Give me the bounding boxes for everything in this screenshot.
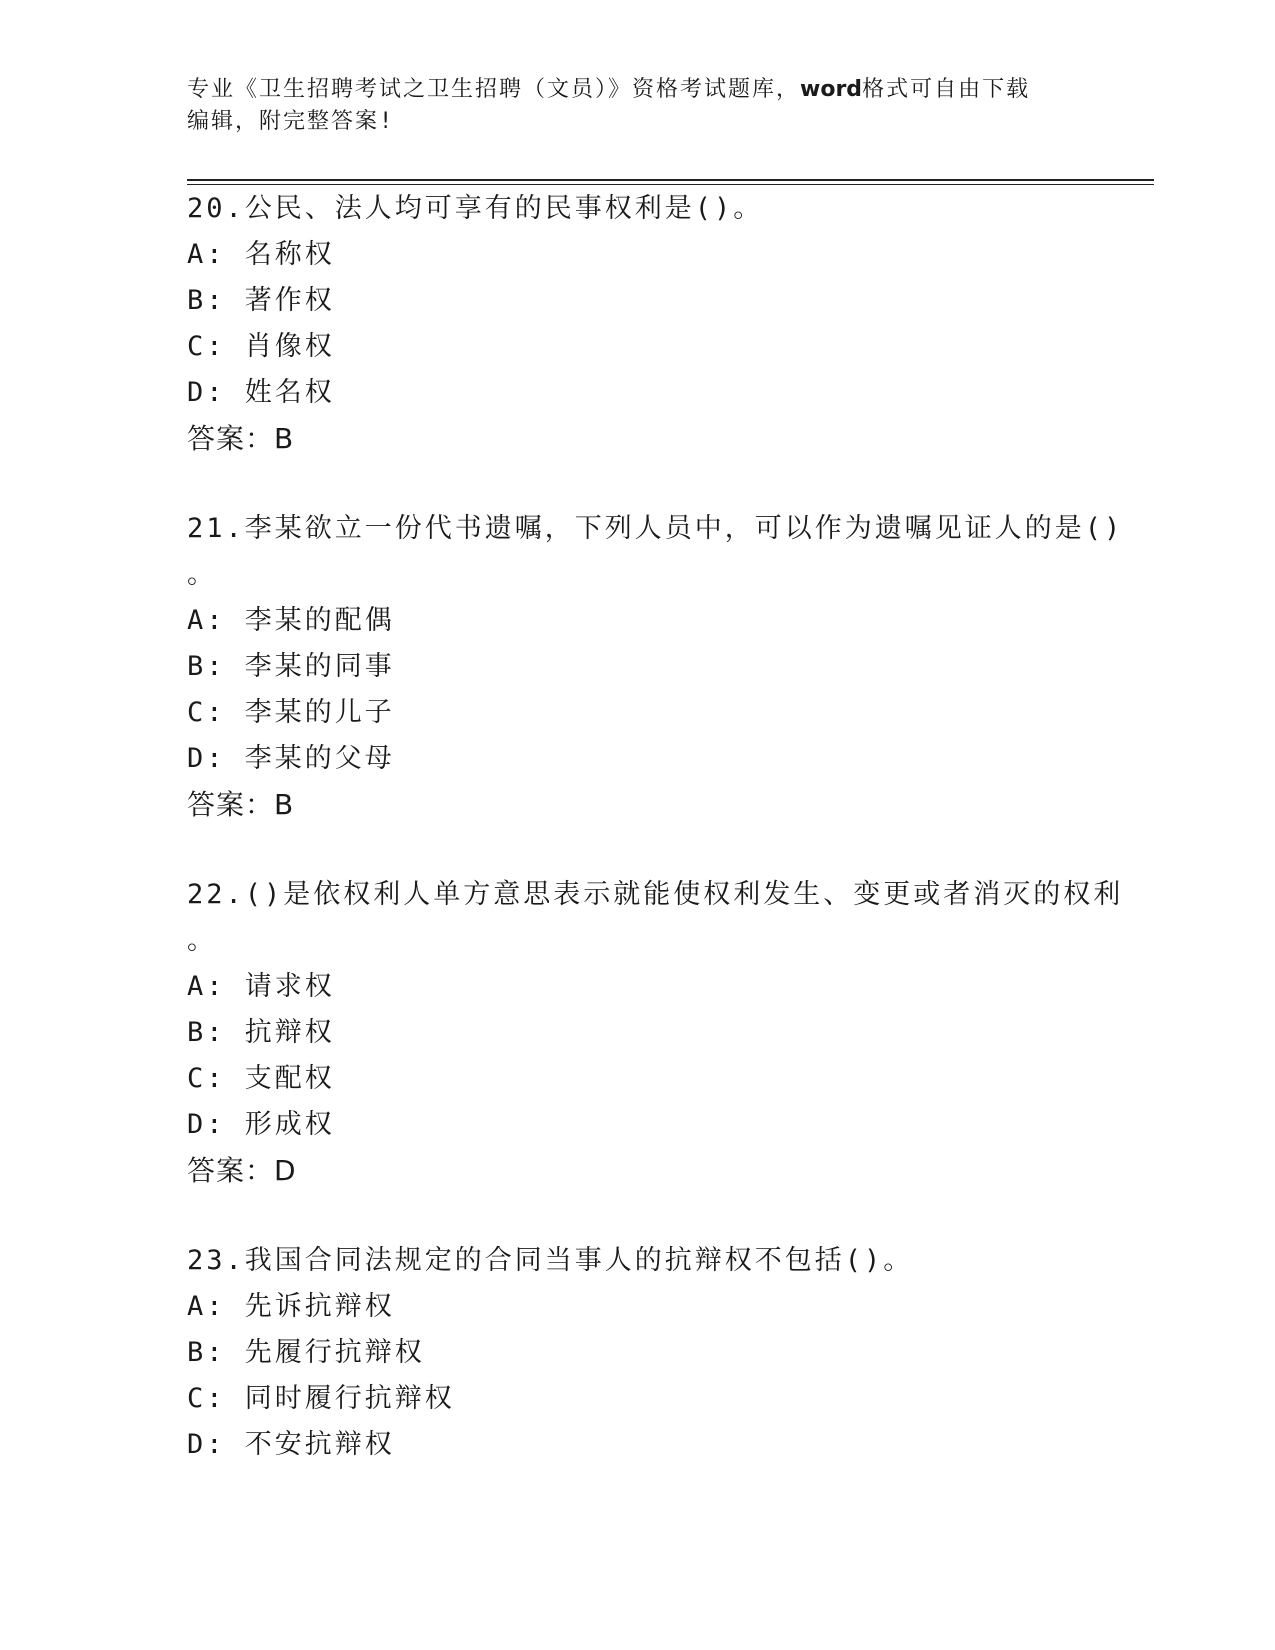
question-stem-continuation: 。 bbox=[187, 559, 217, 590]
option-c: C: 肖像权 bbox=[187, 331, 335, 362]
header-word: word bbox=[800, 77, 863, 102]
question-23 bbox=[187, 1238, 1087, 1468]
question-stem: 21.李某欲立一份代书遗嘱，下列人员中，可以作为遗嘱见证人的是() bbox=[187, 513, 1124, 544]
document-header bbox=[187, 74, 1087, 138]
option-c: C: 支配权 bbox=[187, 1063, 335, 1094]
option-a: A: 请求权 bbox=[187, 971, 335, 1002]
question-21 bbox=[187, 506, 1124, 828]
question-stem: 22.()是依权利人单方意思表示就能使权利发生、变更或者消灭的权利 bbox=[187, 879, 1124, 910]
question-20 bbox=[187, 186, 1087, 462]
option-d: D: 形成权 bbox=[187, 1109, 335, 1140]
answer-label: 答案：D bbox=[187, 1154, 297, 1187]
option-b: B: 李某的同事 bbox=[187, 651, 395, 682]
option-b: B: 先履行抗辩权 bbox=[187, 1337, 425, 1368]
header-divider-thick bbox=[187, 179, 1154, 181]
option-d: D: 不安抗辩权 bbox=[187, 1429, 395, 1460]
header-line-2: 编辑，附完整答案! bbox=[187, 109, 395, 134]
option-a: A: 名称权 bbox=[187, 239, 335, 270]
option-c: C: 李某的儿子 bbox=[187, 697, 395, 728]
option-b: B: 著作权 bbox=[187, 285, 335, 316]
option-b: B: 抗辩权 bbox=[187, 1017, 335, 1048]
question-22 bbox=[187, 872, 1124, 1194]
option-d: D: 李某的父母 bbox=[187, 743, 395, 774]
header-text-2: 格式可自由下载 bbox=[862, 77, 1031, 102]
header-text-1: 专业《卫生招聘考试之卫生招聘（文员）》资格考试题库， bbox=[187, 77, 801, 102]
option-a: A: 李某的配偶 bbox=[187, 605, 395, 636]
question-stem-continuation: 。 bbox=[187, 925, 217, 956]
question-stem: 20.公民、法人均可享有的民事权利是()。 bbox=[187, 193, 764, 224]
option-a: A: 先诉抗辩权 bbox=[187, 1291, 395, 1322]
option-c: C: 同时履行抗辩权 bbox=[187, 1383, 455, 1414]
header-line-1 bbox=[187, 74, 1087, 106]
question-stem: 23.我国合同法规定的合同当事人的抗辩权不包括()。 bbox=[187, 1245, 914, 1276]
option-d: D: 姓名权 bbox=[187, 377, 335, 408]
answer-label: 答案：B bbox=[187, 788, 295, 821]
header-divider-thin bbox=[187, 184, 1154, 185]
answer-label: 答案：B bbox=[187, 422, 295, 455]
